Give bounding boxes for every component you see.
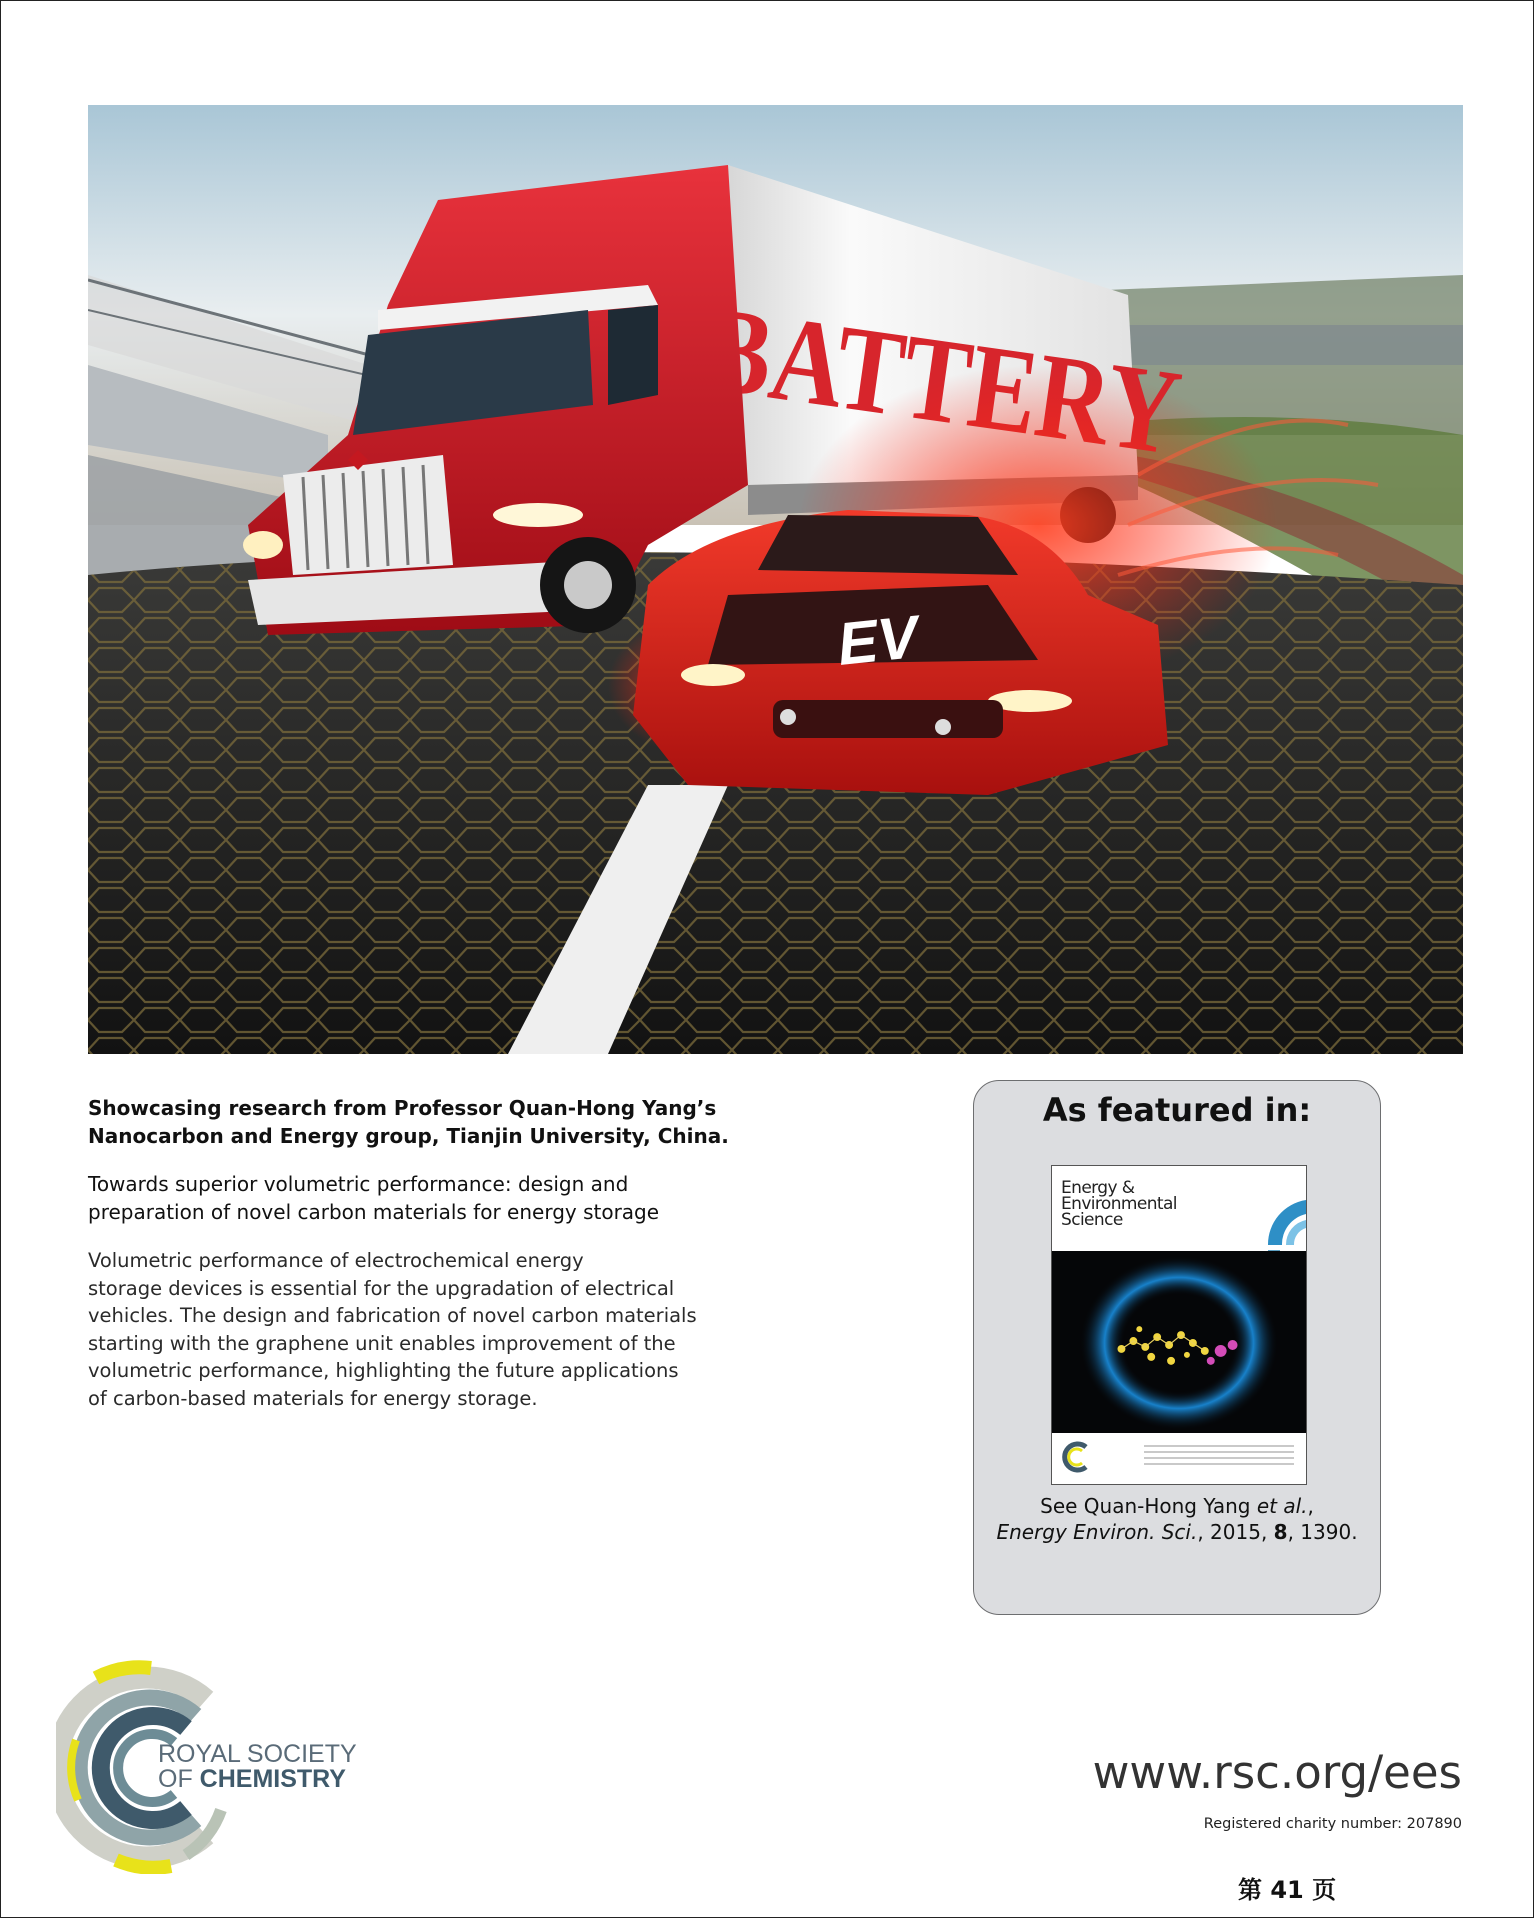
featured-in-panel	[973, 1080, 1381, 1615]
citation-year: , 2015,	[1197, 1520, 1274, 1544]
citation-line-authors	[974, 1493, 1380, 1519]
citation-line-journal	[974, 1519, 1380, 1545]
molecule-artwork	[1052, 1251, 1306, 1433]
page-number: 第 41 页	[1238, 1876, 1337, 1904]
rsc-line1: ROYAL SOCIETY	[158, 1740, 357, 1768]
cover-footer	[1052, 1433, 1306, 1485]
featured-heading: As featured in:	[1042, 1091, 1312, 1129]
rsc-line2-wrap	[158, 1767, 357, 1792]
citation-comma: ,	[1307, 1494, 1314, 1518]
abstract-line: storage devices is essential for the upgradation of electrical	[88, 1276, 675, 1300]
showcase-credit	[88, 1094, 788, 1150]
journal-url[interactable]: www.rsc.org/ees	[1092, 1746, 1462, 1799]
citation	[974, 1493, 1380, 1545]
article-title-line: Towards superior volumetric performance: design and	[88, 1172, 629, 1196]
article-title-line: preparation of novel carbon materials for energy storage	[88, 1200, 660, 1224]
truck-and-ev-illustration	[88, 105, 1463, 1054]
cover-illustration	[88, 105, 1463, 1054]
citation-etal: et al.	[1256, 1494, 1308, 1518]
citation-journal: Energy Environ. Sci.	[996, 1520, 1198, 1544]
rsc-of: OF	[158, 1765, 200, 1793]
abstract-line: Volumetric performance of electrochemical energy	[88, 1249, 584, 1272]
cover-title-line: Environmental	[1061, 1194, 1177, 1214]
cover-footer-text-lines	[1144, 1445, 1294, 1469]
showcase-line: Nanocarbon and Energy group, Tianjin University, China.	[88, 1124, 729, 1148]
citation-volume: 8	[1273, 1520, 1288, 1544]
rsc-mini-logo-icon	[1060, 1441, 1092, 1473]
car-label: EV	[834, 602, 921, 678]
charity-number: Registered charity number: 207890	[1203, 1816, 1462, 1832]
rsc-wordmark	[158, 1742, 357, 1792]
journal-cover-thumbnail	[1051, 1165, 1307, 1485]
citation-author: See Quan-Hong Yang	[1040, 1494, 1257, 1518]
abstract-line: of carbon-based materials for energy storage.	[88, 1386, 538, 1410]
citation-pages: , 1390.	[1287, 1520, 1358, 1544]
cover-title-line: Energy &	[1061, 1178, 1135, 1198]
abstract-line: volumetric performance, highlighting the future applications	[88, 1359, 679, 1382]
cover-artwork	[1052, 1251, 1306, 1433]
article-abstract	[88, 1247, 788, 1412]
rsc-line2: CHEMISTRY	[199, 1765, 346, 1793]
article-title	[88, 1170, 788, 1226]
cover-title-line: Science	[1061, 1210, 1123, 1230]
abstract-line: vehicles. The design and fabrication of novel carbon materials	[88, 1304, 697, 1327]
journal-cover-title	[1061, 1180, 1177, 1228]
abstract-line: starting with the graphene unit enables improvement of the	[88, 1331, 676, 1355]
showcase-line: Showcasing research from Professor Quan-Hong Yang’s	[88, 1096, 717, 1120]
